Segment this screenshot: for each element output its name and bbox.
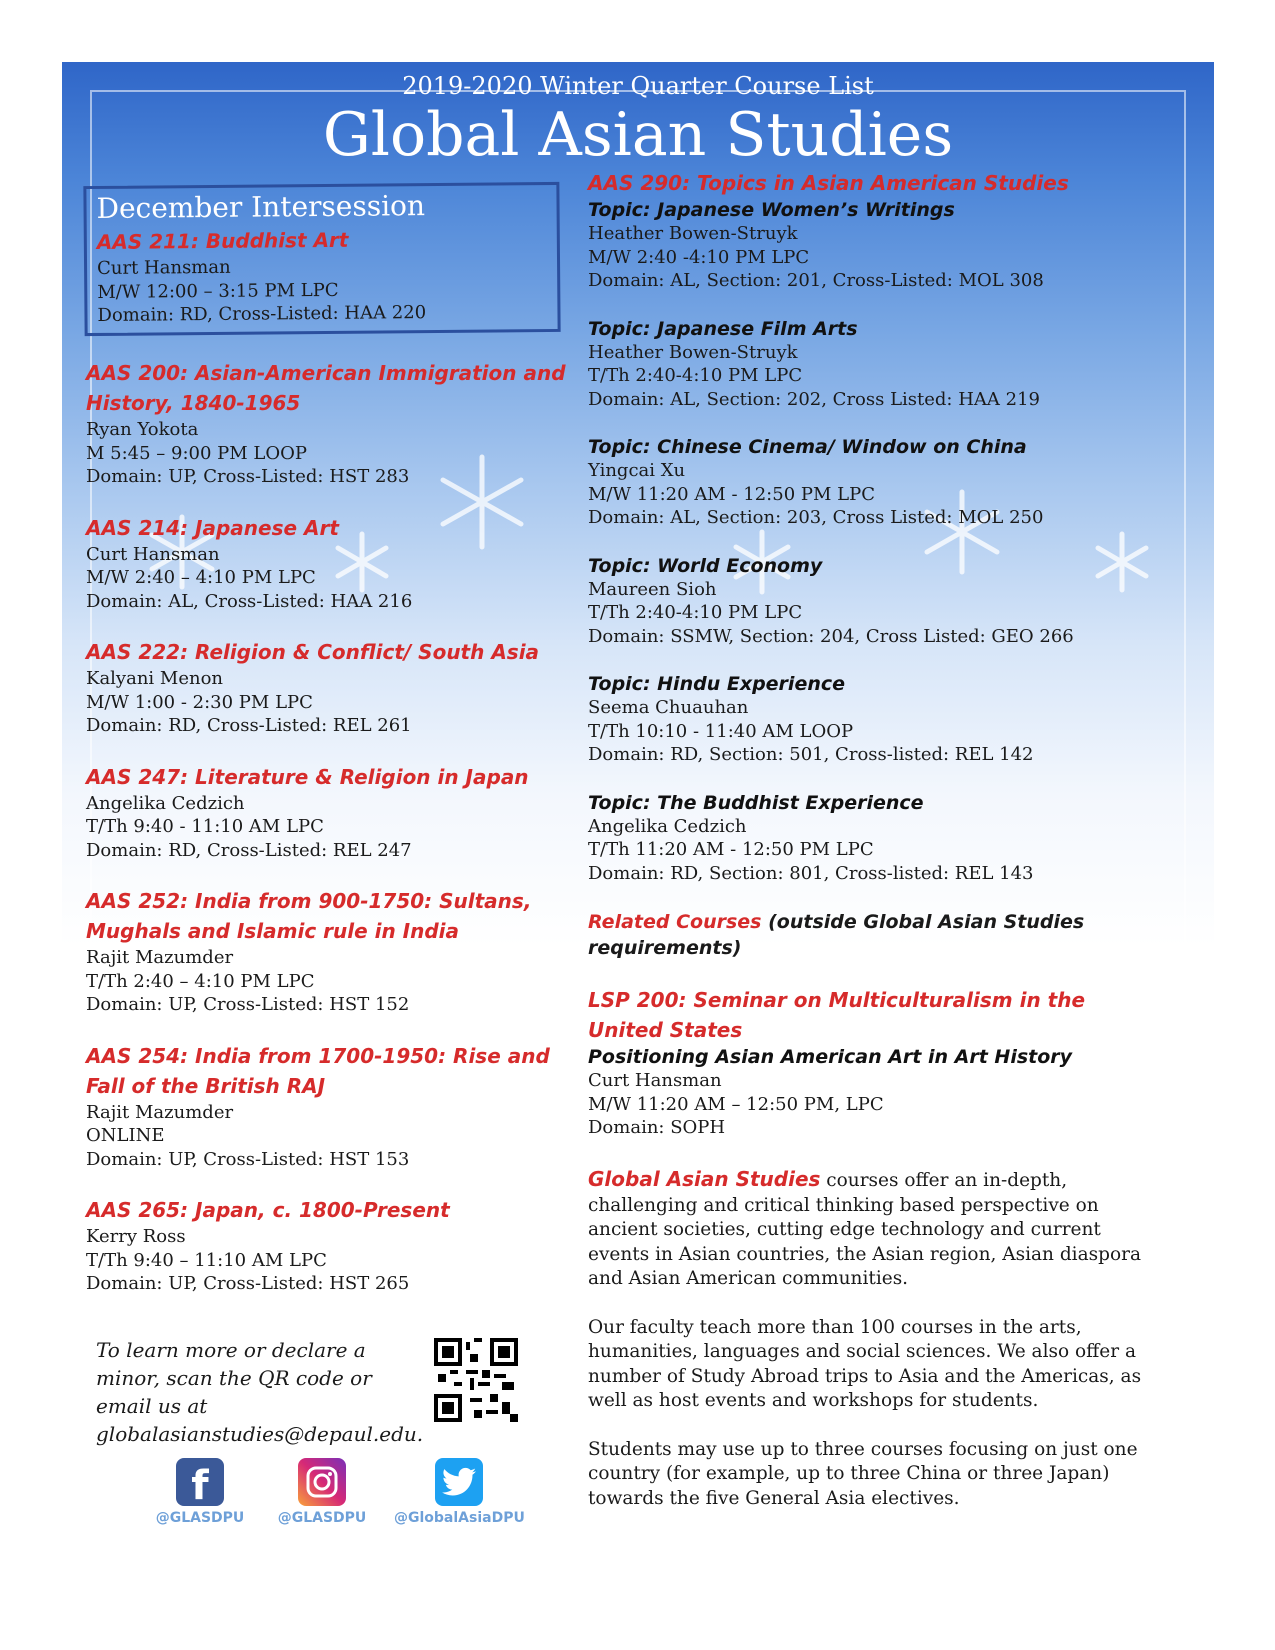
course-title: AAS 222: Religion & Conflict/ South Asia — [86, 640, 540, 664]
topic-title: Topic: Japanese Film Arts — [588, 317, 858, 340]
topic-title: Topic: World Economy — [588, 554, 823, 577]
course-line: M/W 2:40 -4:10 PM LPC — [588, 246, 810, 268]
related-courses-heading — [588, 909, 1148, 961]
learn-more-text: To learn more or declare a minor, scan the QR code or email us at globalasianstudies@depaul.edu. — [96, 1338, 424, 1446]
course-line: T/Th 10:10 - 11:40 AM LOOP — [588, 720, 854, 742]
course-line: M/W 1:00 - 2:30 PM LPC — [86, 691, 313, 713]
course-line: Yingcai Xu — [588, 460, 686, 481]
course-line: Domain: SSMW, Section: 204, Cross Listed: GEO 266 — [588, 625, 1074, 647]
topic-title: Positioning Asian American Art in Art History — [588, 1046, 1073, 1068]
course-entry — [86, 762, 566, 863]
course-title: AAS 290: Topics in Asian American Studies — [588, 171, 1069, 195]
topic-entry — [588, 554, 1148, 649]
topic-entry — [588, 672, 1148, 767]
course-line: M 5:45 – 9:00 PM LOOP — [86, 442, 308, 464]
course-entry — [86, 637, 566, 738]
course-line: Domain: AL, Section: 202, Cross Listed: HAA 219 — [588, 388, 1040, 410]
social-handle: @GLASDPU — [277, 1510, 367, 1526]
left-course-column — [86, 358, 566, 1320]
course-line: T/Th 11:20 AM - 12:50 PM LPC — [588, 839, 874, 860]
course-line: Domain: UP, Cross-Listed: HST 283 — [86, 466, 410, 487]
course-title: LSP 200: Seminar on Multiculturalism in the United States — [588, 988, 1086, 1042]
related-note: (outside Global Asian Studies requirements) — [588, 911, 1085, 959]
twitter-link[interactable] — [394, 1458, 524, 1526]
twitter-icon — [435, 1458, 483, 1506]
course-line: Heather Bowen-Struyk — [588, 223, 798, 244]
course-line: Domain: UP, Cross-Listed: HST 265 — [86, 1273, 410, 1294]
course-line: M/W 11:20 AM - 12:50 PM LPC — [588, 483, 875, 505]
course-entry — [588, 985, 1148, 1140]
course-line: Ryan Yokota — [86, 419, 199, 440]
right-course-column — [588, 168, 1148, 1535]
course-line: Kalyani Menon — [86, 668, 224, 689]
course-line: Domain: RD, Cross-Listed: REL 247 — [86, 839, 412, 861]
course-line: Domain: UP, Cross-Listed: HST 152 — [86, 994, 410, 1015]
course-title: AAS 214: Japanese Art — [86, 515, 339, 540]
course-entry — [86, 1041, 566, 1172]
about-lead: Global Asian Studies — [588, 1166, 821, 1191]
instagram-link[interactable] — [272, 1458, 372, 1526]
course-line: Angelika Cedzich — [86, 792, 245, 814]
social-handle: @GlobalAsiaDPU — [394, 1510, 525, 1526]
topic-entry — [588, 198, 1148, 293]
course-line: Maureen Sioh — [588, 578, 717, 600]
instagram-icon — [298, 1458, 346, 1506]
course-line: M/W 12:00 – 3:15 PM LPC — [97, 279, 339, 303]
course-entry — [86, 1195, 566, 1296]
course-title: AAS 247: Literature & Religion in Japan — [86, 764, 529, 789]
course-line: Heather Bowen-Struyk — [588, 341, 798, 363]
course-line: Curt Hansman — [96, 256, 231, 279]
course-line: Domain: RD, Cross-Listed: REL 261 — [86, 715, 412, 736]
page-title: Global Asian Studies — [322, 100, 954, 170]
social-handle: @GLASDPU — [155, 1510, 245, 1526]
topic-entry — [588, 317, 1148, 412]
course-entry — [86, 358, 566, 489]
course-line: Rajit Mazumder — [86, 1101, 234, 1123]
course-line: Seema Chuauhan — [588, 697, 749, 718]
course-line: ONLINE — [86, 1125, 165, 1146]
course-title: AAS 200: Asian-American Immigration and History, 1840-1965 — [86, 361, 566, 415]
course-line: Domain: UP, Cross-Listed: HST 153 — [86, 1148, 410, 1170]
course-entry — [86, 886, 566, 1017]
course-line: Rajit Mazumder — [86, 947, 234, 968]
page-subtitle: 2019-2020 Winter Quarter Course List — [402, 72, 874, 100]
course-title: AAS 265: Japan, c. 1800-Present — [86, 1198, 450, 1222]
intersession-heading: December Intersession — [96, 189, 426, 225]
facebook-icon: f — [176, 1458, 224, 1506]
course-line: Domain: RD, Section: 801, Cross-listed: REL 143 — [588, 862, 1034, 884]
course-line: T/Th 2:40-4:10 PM LPC — [588, 602, 803, 623]
course-line: T/Th 2:40-4:10 PM LPC — [588, 365, 803, 386]
related-label: Related Courses — [588, 911, 762, 933]
about-paragraph: Students may use up to three courses focusing on just one country (for example, up to three China or three Japan) towards the five General Asia electives. — [588, 1438, 1138, 1509]
course-title: AAS 254: India from 1700-1950: Rise and Fall of the British RAJ — [86, 1043, 550, 1098]
course-line: Domain: RD, Cross-Listed: HAA 220 — [97, 302, 427, 326]
topic-title: Topic: Japanese Women’s Writings — [588, 199, 955, 221]
topic-entry — [588, 791, 1148, 886]
course-line: Domain: AL, Section: 203, Cross Listed: MOL 250 — [588, 507, 1044, 528]
course-line: Domain: AL, Section: 201, Cross-Listed: MOL 308 — [588, 270, 1044, 291]
about-text: courses offer an in-depth, challenging and critical thinking based perspective on ancient societies, cutting edge technology and current events in Asian countries, the Asian region, Asian diaspora and Asian American communities. — [588, 1169, 1141, 1289]
course-line: Domain: AL, Cross-Listed: HAA 216 — [86, 590, 413, 612]
course-line: M/W 11:20 AM – 12:50 PM, LPC — [588, 1093, 884, 1115]
topic-title: Topic: Chinese Cinema/ Window on China — [588, 436, 1027, 458]
qr-code-icon[interactable] — [434, 1338, 518, 1422]
course-entry — [86, 513, 566, 614]
about-paragraph: Our faculty teach more than 100 courses in the arts, humanities, languages and social sciences. We also offer a number of Study Abroad trips to Asia and the Americas, as well as host events and workshops for students. — [588, 1316, 1142, 1411]
course-line: Domain: RD, Section: 501, Cross-listed: REL 142 — [588, 744, 1034, 765]
course-line: T/Th 9:40 – 11:10 AM LPC — [86, 1249, 327, 1271]
topic-title: Topic: The Buddhist Experience — [588, 791, 924, 814]
course-line: T/Th 9:40 - 11:10 AM LPC — [86, 816, 324, 837]
course-title: AAS 252: India from 900-1750: Sultans, Mughals and Islamic rule in India — [86, 889, 532, 943]
course-line: M/W 2:40 – 4:10 PM LPC — [86, 567, 316, 588]
course-line: Angelika Cedzich — [588, 815, 747, 837]
facebook-link[interactable] — [150, 1458, 250, 1526]
intersession-box — [83, 182, 560, 336]
course-line: T/Th 2:40 – 4:10 PM LPC — [86, 970, 315, 992]
about-paragraph — [588, 1164, 1148, 1292]
topic-entry — [588, 435, 1148, 530]
course-line: Curt Hansman — [588, 1070, 722, 1091]
course-line: Domain: SOPH — [588, 1117, 726, 1138]
topic-title: Topic: Hindu Experience — [588, 673, 846, 695]
course-line: Kerry Ross — [86, 1226, 186, 1247]
course-line: Curt Hansman — [86, 543, 220, 565]
course-title: AAS 211: Buddhist Art — [96, 227, 349, 254]
